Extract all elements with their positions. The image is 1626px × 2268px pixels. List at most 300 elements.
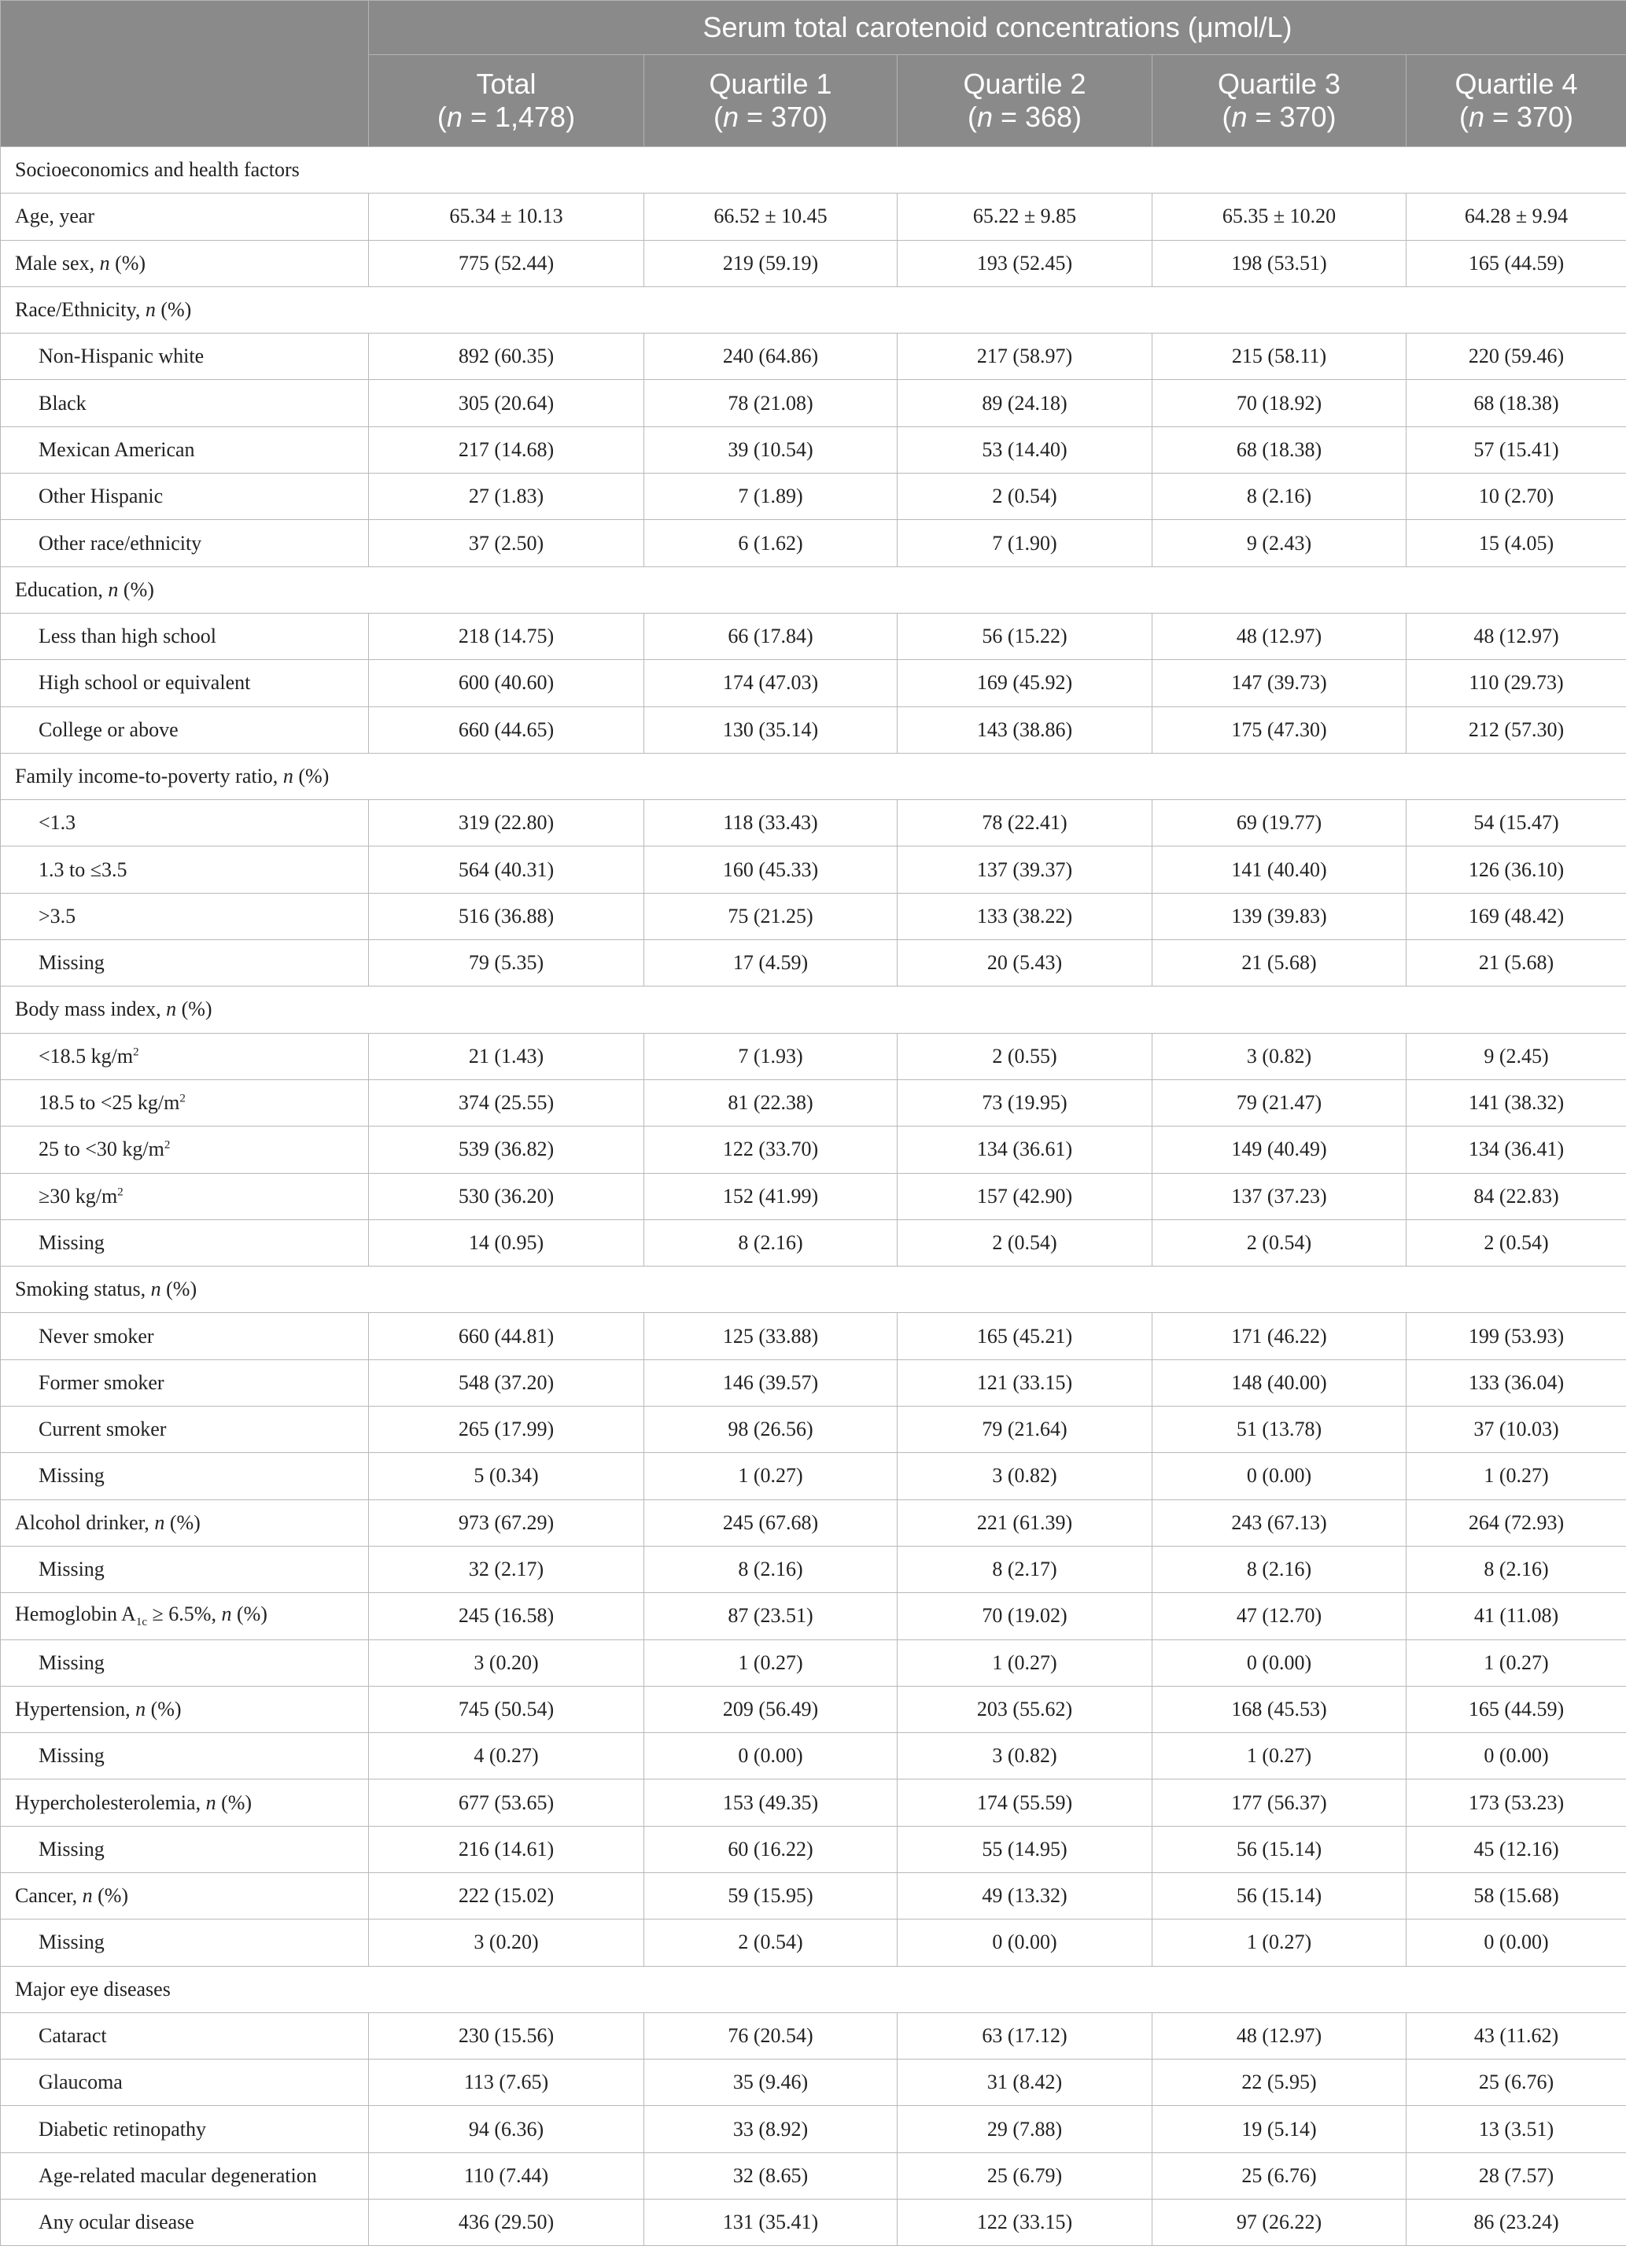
value-cell: 216 (14.61) — [369, 1826, 644, 1872]
value-cell: 131 (35.41) — [644, 2200, 898, 2246]
value-cell: 60 (16.22) — [644, 1826, 898, 1872]
value-cell: 43 (11.62) — [1407, 2012, 1626, 2059]
value-cell: 5 (0.34) — [369, 1453, 644, 1499]
section-label: Socioeconomics and health factors — [1, 147, 1626, 194]
value-cell: 148 (40.00) — [1152, 1359, 1407, 1406]
row-label: Cancer, n (%) — [1, 1872, 369, 1919]
column-count: (n = 370) — [713, 101, 828, 133]
value-cell: 113 (7.65) — [369, 2060, 644, 2106]
value-cell: 168 (45.53) — [1152, 1686, 1407, 1732]
value-cell: 147 (39.73) — [1152, 660, 1407, 706]
row-label: 25 to <30 $kg/m^2$ — [1, 1127, 369, 1173]
value-cell: 78 (22.41) — [898, 800, 1152, 846]
section-label: Body mass index, n (%) — [1, 986, 1626, 1033]
value-cell: 1 (0.27) — [1407, 1639, 1626, 1686]
row-label: Hypercholesterolemia, n (%) — [1, 1779, 369, 1826]
value-cell: 29 (7.88) — [898, 2106, 1152, 2152]
table-row — [1, 194, 1626, 240]
value-cell: 49 (13.32) — [898, 1872, 1152, 1919]
row-label: Diabetic retinopathy — [1, 2106, 369, 2152]
value-cell: 165 (45.21) — [898, 1313, 1152, 1359]
value-cell: 65.34 ± 10.13 — [369, 194, 644, 240]
table-row — [1, 426, 1626, 473]
value-cell: 122 (33.15) — [898, 2200, 1152, 2246]
value-cell: 221 (61.39) — [898, 1499, 1152, 1546]
value-cell: 48 (12.97) — [1152, 613, 1407, 659]
value-cell: 110 (7.44) — [369, 2152, 644, 2199]
table-row — [1, 1639, 1626, 1686]
table-row — [1, 1127, 1626, 1173]
value-cell: 4 (0.27) — [369, 1733, 644, 1779]
value-cell: 1 (0.27) — [1407, 1453, 1626, 1499]
value-cell: 79 (21.64) — [898, 1407, 1152, 1453]
row-label: Former smoker — [1, 1359, 369, 1406]
column-count: (n = 370) — [1222, 101, 1337, 133]
value-cell: 78 (21.08) — [644, 380, 898, 426]
row-label: Hemoglobin $A_{1c} \ge 6.5\%$, n (%) — [1, 1593, 369, 1639]
column-name: Quartile 1 — [709, 68, 832, 100]
value-cell: 193 (52.45) — [898, 240, 1152, 286]
value-cell: 20 (5.43) — [898, 940, 1152, 986]
row-label: Age, year — [1, 194, 369, 240]
row-label: 18.5 to <25 $kg/m^2$ — [1, 1079, 369, 1126]
value-cell: 152 (41.99) — [644, 1173, 898, 1219]
value-cell: 0 (0.00) — [1152, 1453, 1407, 1499]
row-label: >3.5 — [1, 893, 369, 939]
table-row — [1, 2200, 1626, 2246]
value-cell: 32 (2.17) — [369, 1546, 644, 1592]
table-row — [1, 1499, 1626, 1546]
table-row — [1, 1826, 1626, 1872]
row-label: Missing — [1, 1219, 369, 1266]
value-cell: 45 (12.16) — [1407, 1826, 1626, 1872]
column-header-4 — [1407, 55, 1626, 147]
value-cell: 63 (17.12) — [898, 2012, 1152, 2059]
value-cell: 19 (5.14) — [1152, 2106, 1407, 2152]
value-cell: 141 (38.32) — [1407, 1079, 1626, 1126]
row-label: Glaucoma — [1, 2060, 369, 2106]
row-label: College or above — [1, 706, 369, 753]
row-label: Non-Hispanic white — [1, 334, 369, 380]
value-cell: 35 (9.46) — [644, 2060, 898, 2106]
section-row — [1, 986, 1626, 1033]
column-count: (n = 1,478) — [437, 101, 576, 133]
value-cell: 79 (5.35) — [369, 940, 644, 986]
value-cell: 15 (4.05) — [1407, 520, 1626, 566]
value-cell: 1 (0.27) — [1152, 1920, 1407, 1966]
table-row — [1, 660, 1626, 706]
table-row — [1, 1546, 1626, 1592]
table-row — [1, 846, 1626, 893]
value-cell: 76 (20.54) — [644, 2012, 898, 2059]
value-cell: 217 (58.97) — [898, 334, 1152, 380]
value-cell: 3 (0.82) — [1152, 1033, 1407, 1079]
value-cell: 8 (2.16) — [644, 1219, 898, 1266]
table-row — [1, 2152, 1626, 2199]
column-name: Quartile 2 — [963, 68, 1086, 100]
value-cell: 2 (0.55) — [898, 1033, 1152, 1079]
value-cell: 97 (26.22) — [1152, 2200, 1407, 2246]
column-name: Total — [476, 68, 536, 100]
value-cell: 139 (39.83) — [1152, 893, 1407, 939]
value-cell: 2 (0.54) — [898, 1219, 1152, 1266]
value-cell: 169 (45.92) — [898, 660, 1152, 706]
value-cell: 59 (15.95) — [644, 1872, 898, 1919]
value-cell: 0 (0.00) — [898, 1920, 1152, 1966]
value-cell: 3 (0.82) — [898, 1453, 1152, 1499]
column-header-1 — [644, 55, 898, 147]
value-cell: 57 (15.41) — [1407, 426, 1626, 473]
row-label: Missing — [1, 1733, 369, 1779]
section-row — [1, 1267, 1626, 1313]
value-cell: 265 (17.99) — [369, 1407, 644, 1453]
value-cell: 2 (0.54) — [898, 474, 1152, 520]
value-cell: 81 (22.38) — [644, 1079, 898, 1126]
value-cell: 165 (44.59) — [1407, 1686, 1626, 1732]
table-row — [1, 1872, 1626, 1919]
value-cell: 0 (0.00) — [1407, 1920, 1626, 1966]
header-blank-cell — [1, 1, 369, 147]
section-label: Major eye diseases — [1, 1966, 1626, 2012]
value-cell: 1 (0.27) — [644, 1639, 898, 1686]
value-cell: 219 (59.19) — [644, 240, 898, 286]
row-label: High school or equivalent — [1, 660, 369, 706]
value-cell: 47 (12.70) — [1152, 1593, 1407, 1639]
value-cell: 973 (67.29) — [369, 1499, 644, 1546]
value-cell: 10 (2.70) — [1407, 474, 1626, 520]
value-cell: 2 (0.54) — [644, 1920, 898, 1966]
value-cell: 530 (36.20) — [369, 1173, 644, 1219]
table-row — [1, 1079, 1626, 1126]
section-row — [1, 286, 1626, 333]
row-label: Any ocular disease — [1, 2200, 369, 2246]
table-row — [1, 2012, 1626, 2059]
value-cell: 51 (13.78) — [1152, 1407, 1407, 1453]
value-cell: 121 (33.15) — [898, 1359, 1152, 1406]
value-cell: 199 (53.93) — [1407, 1313, 1626, 1359]
column-count: (n = 370) — [1458, 101, 1574, 133]
value-cell: 218 (14.75) — [369, 613, 644, 659]
value-cell: 14 (0.95) — [369, 1219, 644, 1266]
value-cell: 3 (0.20) — [369, 1920, 644, 1966]
value-cell: 198 (53.51) — [1152, 240, 1407, 286]
table-row — [1, 1313, 1626, 1359]
value-cell: 8 (2.17) — [898, 1546, 1152, 1592]
table-row — [1, 520, 1626, 566]
value-cell: 230 (15.56) — [369, 2012, 644, 2059]
table-row — [1, 1686, 1626, 1732]
value-cell: 66 (17.84) — [644, 613, 898, 659]
value-cell: 1 (0.27) — [1152, 1733, 1407, 1779]
value-cell: 53 (14.40) — [898, 426, 1152, 473]
value-cell: 6 (1.62) — [644, 520, 898, 566]
value-cell: 245 (67.68) — [644, 1499, 898, 1546]
value-cell: 28 (7.57) — [1407, 2152, 1626, 2199]
value-cell: 133 (36.04) — [1407, 1359, 1626, 1406]
value-cell: 2 (0.54) — [1407, 1219, 1626, 1266]
value-cell: 94 (6.36) — [369, 2106, 644, 2152]
value-cell: 7 (1.93) — [644, 1033, 898, 1079]
section-label: Education, n (%) — [1, 566, 1626, 613]
value-cell: 37 (2.50) — [369, 520, 644, 566]
value-cell: 0 (0.00) — [1152, 1639, 1407, 1686]
value-cell: 243 (67.13) — [1152, 1499, 1407, 1546]
table-row — [1, 1779, 1626, 1826]
value-cell: 89 (24.18) — [898, 380, 1152, 426]
table-row — [1, 1219, 1626, 1266]
value-cell: 41 (11.08) — [1407, 1593, 1626, 1639]
table-row — [1, 2060, 1626, 2106]
row-label: Black — [1, 380, 369, 426]
value-cell: 212 (57.30) — [1407, 706, 1626, 753]
column-header-3 — [1152, 55, 1407, 147]
value-cell: 56 (15.14) — [1152, 1872, 1407, 1919]
value-cell: 130 (35.14) — [644, 706, 898, 753]
header-group-row — [1, 1, 1626, 55]
value-cell: 745 (50.54) — [369, 1686, 644, 1732]
section-label: Smoking status, n (%) — [1, 1267, 1626, 1313]
value-cell: 73 (19.95) — [898, 1079, 1152, 1126]
value-cell: 436 (29.50) — [369, 2200, 644, 2246]
value-cell: 215 (58.11) — [1152, 334, 1407, 380]
value-cell: 0 (0.00) — [644, 1733, 898, 1779]
value-cell: 137 (39.37) — [898, 846, 1152, 893]
table-row — [1, 380, 1626, 426]
row-label: Hypertension, n (%) — [1, 1686, 369, 1732]
section-label: Race/Ethnicity, n (%) — [1, 286, 1626, 333]
value-cell: 539 (36.82) — [369, 1127, 644, 1173]
value-cell: 0 (0.00) — [1407, 1733, 1626, 1779]
value-cell: 660 (44.65) — [369, 706, 644, 753]
row-label: Alcohol drinker, n (%) — [1, 1499, 369, 1546]
table-row — [1, 1033, 1626, 1079]
value-cell: 1 (0.27) — [898, 1639, 1152, 1686]
value-cell: 157 (42.90) — [898, 1173, 1152, 1219]
value-cell: 548 (37.20) — [369, 1359, 644, 1406]
value-cell: 2 (0.54) — [1152, 1219, 1407, 1266]
table-row — [1, 613, 1626, 659]
table-header — [1, 1, 1626, 147]
row-label: Other Hispanic — [1, 474, 369, 520]
value-cell: 21 (5.68) — [1407, 940, 1626, 986]
value-cell: 56 (15.22) — [898, 613, 1152, 659]
row-label: Less than high school — [1, 613, 369, 659]
value-cell: 134 (36.61) — [898, 1127, 1152, 1173]
value-cell: 7 (1.90) — [898, 520, 1152, 566]
table-row — [1, 1173, 1626, 1219]
table-row — [1, 1453, 1626, 1499]
row-label: Current smoker — [1, 1407, 369, 1453]
value-cell: 171 (46.22) — [1152, 1313, 1407, 1359]
value-cell: 25 (6.76) — [1407, 2060, 1626, 2106]
table-row — [1, 334, 1626, 380]
value-cell: 8 (2.16) — [1152, 1546, 1407, 1592]
row-label: Mexican American — [1, 426, 369, 473]
value-cell: 58 (15.68) — [1407, 1872, 1626, 1919]
value-cell: 69 (19.77) — [1152, 800, 1407, 846]
section-row — [1, 147, 1626, 194]
row-label: ≥30 $kg/m^2$ — [1, 1173, 369, 1219]
value-cell: 264 (72.93) — [1407, 1499, 1626, 1546]
value-cell: 169 (48.42) — [1407, 893, 1626, 939]
value-cell: 209 (56.49) — [644, 1686, 898, 1732]
value-cell: 9 (2.43) — [1152, 520, 1407, 566]
row-label: <18.5 $kg/m^2$ — [1, 1033, 369, 1079]
value-cell: 66.52 ± 10.45 — [644, 194, 898, 240]
value-cell: 21 (1.43) — [369, 1033, 644, 1079]
table-row — [1, 1359, 1626, 1406]
value-cell: 70 (18.92) — [1152, 380, 1407, 426]
value-cell: 48 (12.97) — [1407, 613, 1626, 659]
row-label: Other race/ethnicity — [1, 520, 369, 566]
value-cell: 22 (5.95) — [1152, 2060, 1407, 2106]
column-count: (n = 368) — [967, 101, 1082, 133]
value-cell: 133 (38.22) — [898, 893, 1152, 939]
value-cell: 64.28 ± 9.94 — [1407, 194, 1626, 240]
value-cell: 3 (0.20) — [369, 1639, 644, 1686]
value-cell: 118 (33.43) — [644, 800, 898, 846]
row-label: Missing — [1, 1546, 369, 1592]
section-row — [1, 1966, 1626, 2012]
value-cell: 177 (56.37) — [1152, 1779, 1407, 1826]
value-cell: 220 (59.46) — [1407, 334, 1626, 380]
value-cell: 165 (44.59) — [1407, 240, 1626, 286]
value-cell: 374 (25.55) — [369, 1079, 644, 1126]
value-cell: 245 (16.58) — [369, 1593, 644, 1639]
table-row — [1, 940, 1626, 986]
value-cell: 87 (23.51) — [644, 1593, 898, 1639]
value-cell: 70 (19.02) — [898, 1593, 1152, 1639]
value-cell: 892 (60.35) — [369, 334, 644, 380]
column-header-2 — [898, 55, 1152, 147]
value-cell: 564 (40.31) — [369, 846, 644, 893]
value-cell: 68 (18.38) — [1407, 380, 1626, 426]
value-cell: 173 (53.23) — [1407, 1779, 1626, 1826]
value-cell: 8 (2.16) — [1407, 1546, 1626, 1592]
header-group-title: Serum total carotenoid concentrations (μmol/L) — [369, 1, 1626, 55]
row-label: Missing — [1, 1453, 369, 1499]
value-cell: 660 (44.81) — [369, 1313, 644, 1359]
value-cell: 65.35 ± 10.20 — [1152, 194, 1407, 240]
value-cell: 98 (26.56) — [644, 1407, 898, 1453]
table-body — [1, 147, 1626, 2246]
value-cell: 175 (47.30) — [1152, 706, 1407, 753]
value-cell: 126 (36.10) — [1407, 846, 1626, 893]
column-name: Quartile 4 — [1455, 68, 1578, 100]
value-cell: 25 (6.76) — [1152, 2152, 1407, 2199]
row-label: Missing — [1, 1920, 369, 1966]
table-row — [1, 1733, 1626, 1779]
value-cell: 153 (49.35) — [644, 1779, 898, 1826]
value-cell: 8 (2.16) — [1152, 474, 1407, 520]
value-cell: 3 (0.82) — [898, 1733, 1152, 1779]
table-row — [1, 1407, 1626, 1453]
column-name: Quartile 3 — [1217, 68, 1341, 100]
value-cell: 56 (15.14) — [1152, 1826, 1407, 1872]
value-cell: 86 (23.24) — [1407, 2200, 1626, 2246]
table-row — [1, 2106, 1626, 2152]
value-cell: 25 (6.79) — [898, 2152, 1152, 2199]
value-cell: 37 (10.03) — [1407, 1407, 1626, 1453]
value-cell: 32 (8.65) — [644, 2152, 898, 2199]
value-cell: 79 (21.47) — [1152, 1079, 1407, 1126]
value-cell: 110 (29.73) — [1407, 660, 1626, 706]
value-cell: 134 (36.41) — [1407, 1127, 1626, 1173]
value-cell: 8 (2.16) — [644, 1546, 898, 1592]
row-label: Missing — [1, 940, 369, 986]
value-cell: 174 (47.03) — [644, 660, 898, 706]
value-cell: 600 (40.60) — [369, 660, 644, 706]
value-cell: 146 (39.57) — [644, 1359, 898, 1406]
value-cell: 75 (21.25) — [644, 893, 898, 939]
value-cell: 65.22 ± 9.85 — [898, 194, 1152, 240]
value-cell: 48 (12.97) — [1152, 2012, 1407, 2059]
value-cell: 775 (52.44) — [369, 240, 644, 286]
value-cell: 203 (55.62) — [898, 1686, 1152, 1732]
value-cell: 55 (14.95) — [898, 1826, 1152, 1872]
row-label: 1.3 to ≤3.5 — [1, 846, 369, 893]
value-cell: 137 (37.23) — [1152, 1173, 1407, 1219]
value-cell: 217 (14.68) — [369, 426, 644, 473]
value-cell: 305 (20.64) — [369, 380, 644, 426]
value-cell: 122 (33.70) — [644, 1127, 898, 1173]
value-cell: 13 (3.51) — [1407, 2106, 1626, 2152]
value-cell: 174 (55.59) — [898, 1779, 1152, 1826]
row-label: <1.3 — [1, 800, 369, 846]
row-label: Cataract — [1, 2012, 369, 2059]
value-cell: 31 (8.42) — [898, 2060, 1152, 2106]
value-cell: 319 (22.80) — [369, 800, 644, 846]
row-label: Age-related macular degeneration — [1, 2152, 369, 2199]
column-header-0 — [369, 55, 644, 147]
value-cell: 17 (4.59) — [644, 940, 898, 986]
value-cell: 54 (15.47) — [1407, 800, 1626, 846]
row-label: Missing — [1, 1826, 369, 1872]
value-cell: 149 (40.49) — [1152, 1127, 1407, 1173]
table-row — [1, 893, 1626, 939]
section-label: Family income-to-poverty ratio, n (%) — [1, 753, 1626, 799]
value-cell: 21 (5.68) — [1152, 940, 1407, 986]
table-row — [1, 240, 1626, 286]
table-row — [1, 1593, 1626, 1639]
section-row — [1, 753, 1626, 799]
section-row — [1, 566, 1626, 613]
value-cell: 222 (15.02) — [369, 1872, 644, 1919]
value-cell: 68 (18.38) — [1152, 426, 1407, 473]
value-cell: 33 (8.92) — [644, 2106, 898, 2152]
value-cell: 27 (1.83) — [369, 474, 644, 520]
value-cell: 9 (2.45) — [1407, 1033, 1626, 1079]
value-cell: 84 (22.83) — [1407, 1173, 1626, 1219]
value-cell: 143 (38.86) — [898, 706, 1152, 753]
value-cell: 125 (33.88) — [644, 1313, 898, 1359]
table-row — [1, 800, 1626, 846]
value-cell: 39 (10.54) — [644, 426, 898, 473]
table-row — [1, 1920, 1626, 1966]
row-label: Never smoker — [1, 1313, 369, 1359]
table-row — [1, 706, 1626, 753]
value-cell: 240 (64.86) — [644, 334, 898, 380]
value-cell: 160 (45.33) — [644, 846, 898, 893]
row-label: Male sex, n (%) — [1, 240, 369, 286]
value-cell: 1 (0.27) — [644, 1453, 898, 1499]
table-row — [1, 474, 1626, 520]
value-cell: 7 (1.89) — [644, 474, 898, 520]
value-cell: 141 (40.40) — [1152, 846, 1407, 893]
value-cell: 516 (36.88) — [369, 893, 644, 939]
value-cell: 677 (53.65) — [369, 1779, 644, 1826]
row-label: Missing — [1, 1639, 369, 1686]
